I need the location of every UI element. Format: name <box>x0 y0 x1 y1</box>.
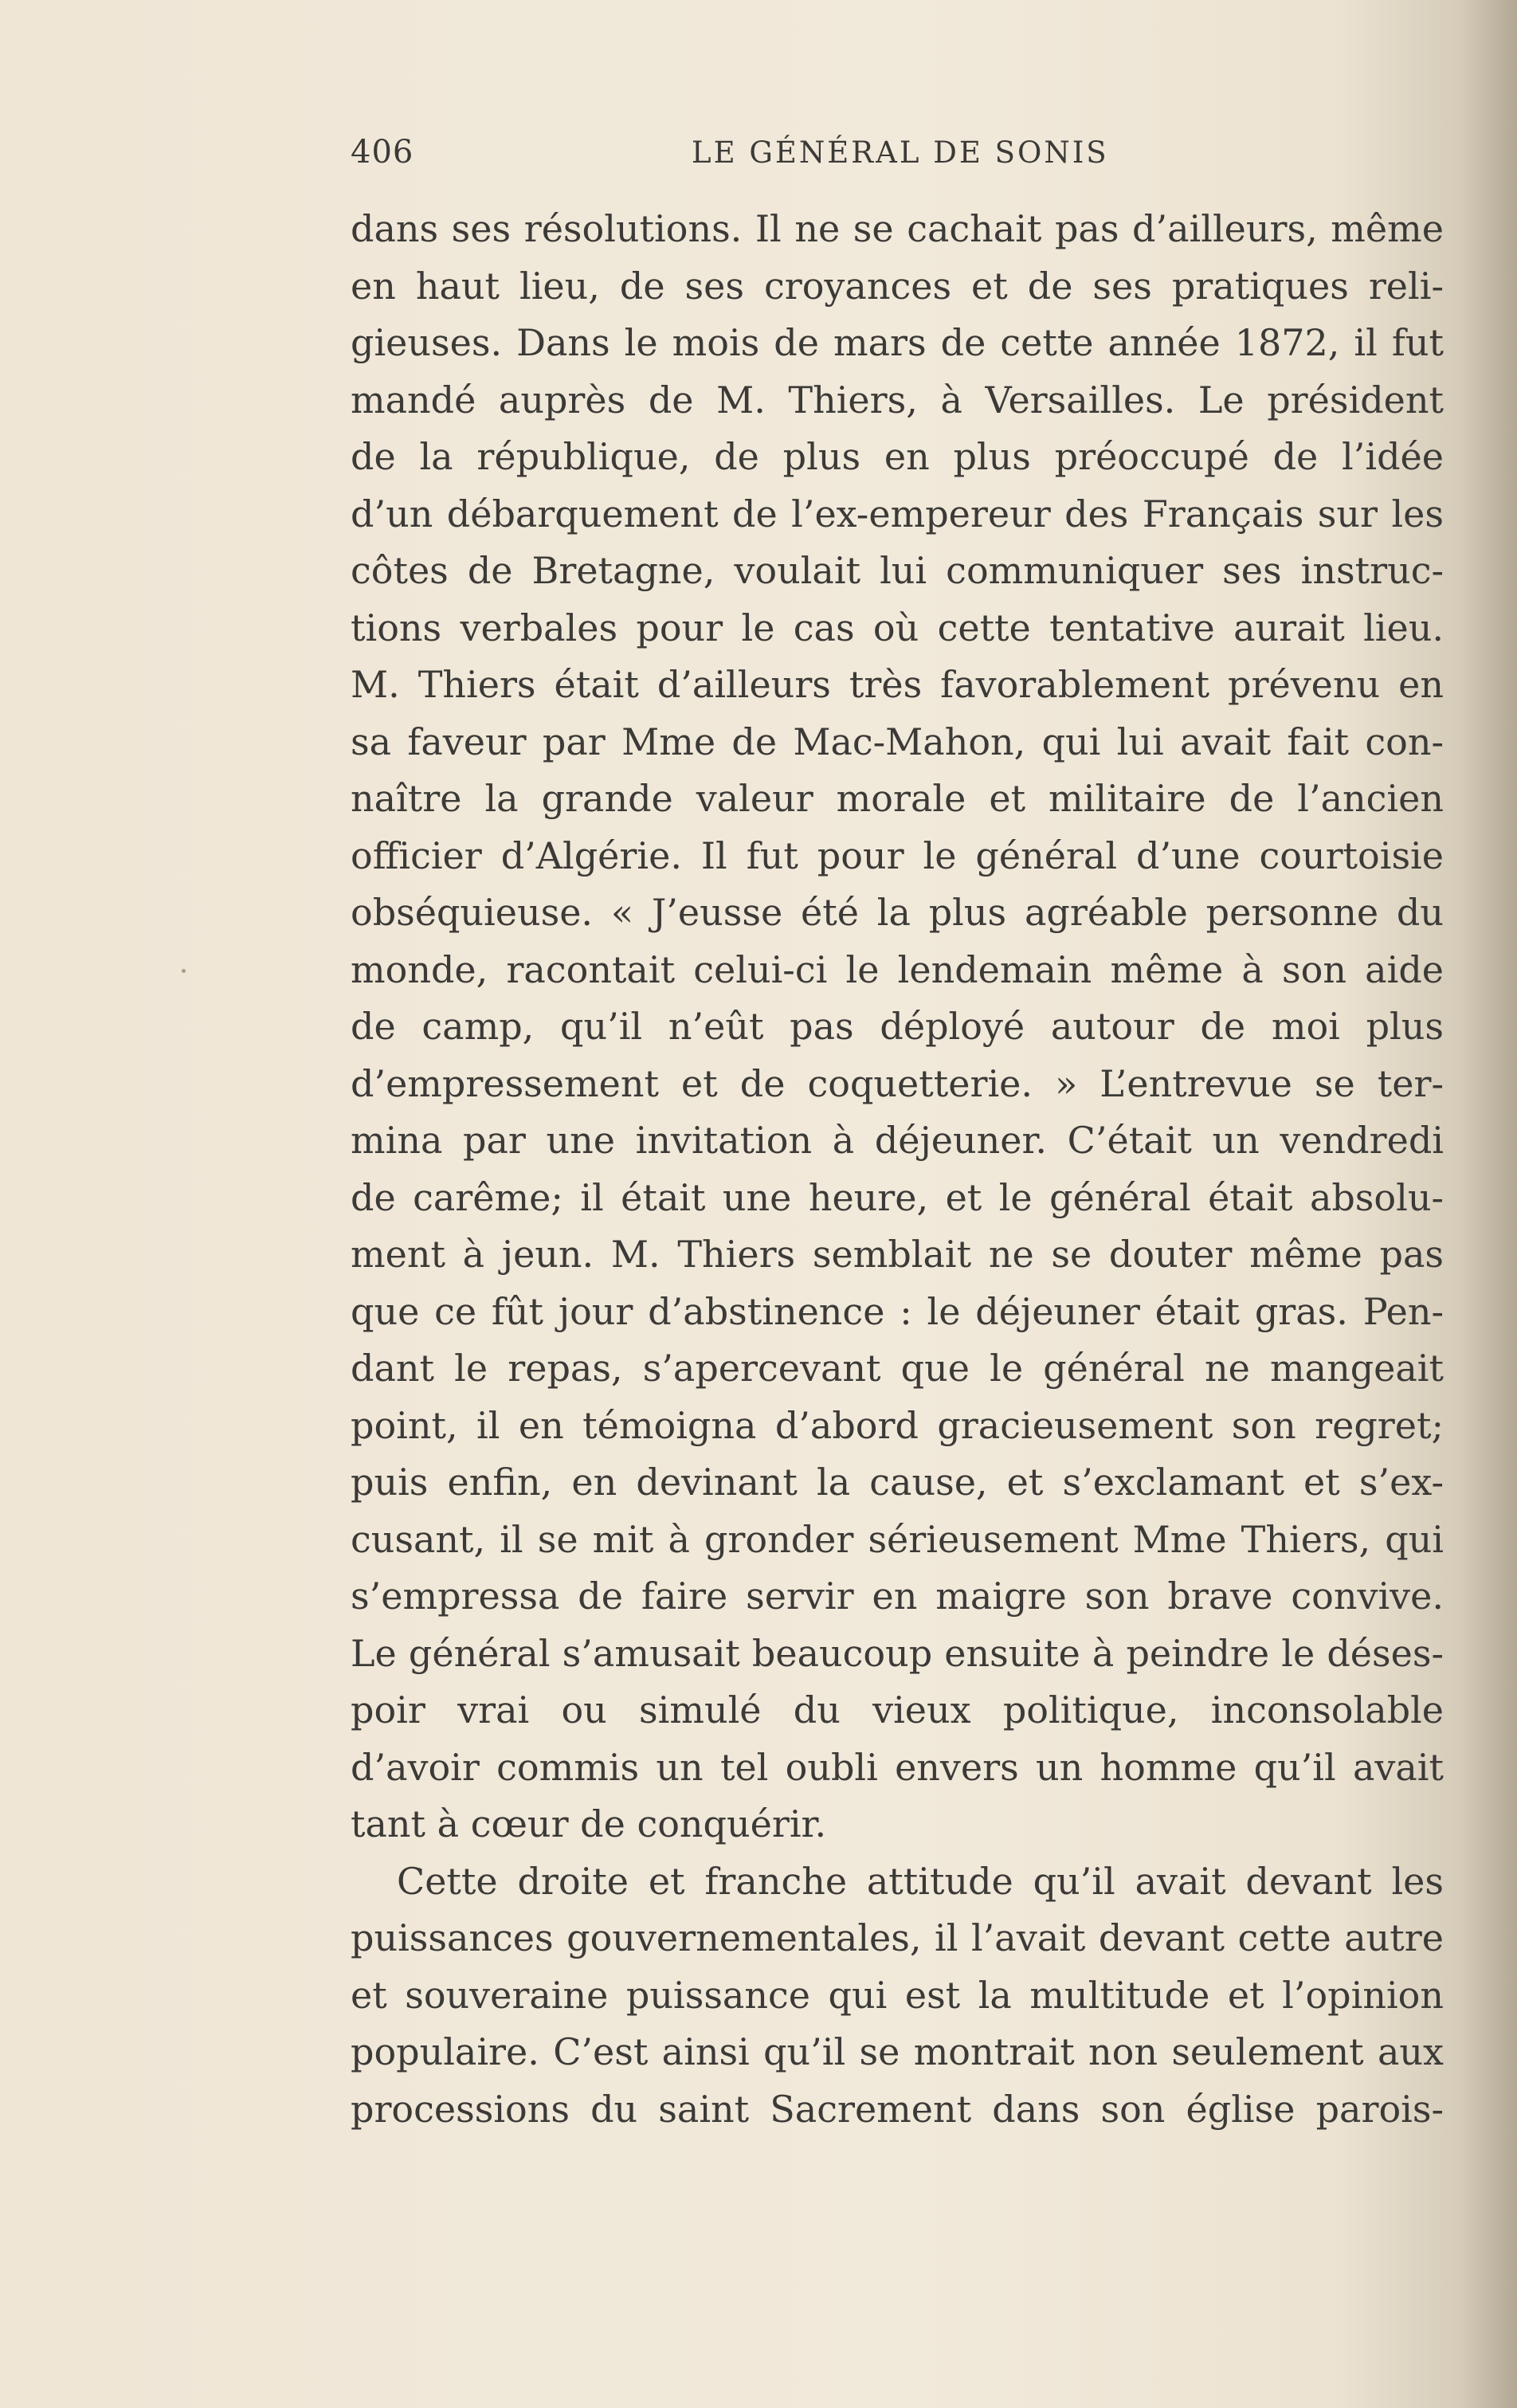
text-line: obséquieuse. « J’eusse été la plus agréable personne du <box>351 891 1444 934</box>
paragraph-last-line: tant à cœur de conquérir. <box>351 1802 827 1845</box>
text-line: que ce fût jour d’abstinence : le déjeuner était gras. Pen- <box>351 1289 1444 1333</box>
text-line: dant le repas, s’apercevant que le général ne mangeait <box>351 1347 1444 1390</box>
text-line: mandé auprès de M. Thiers, à Versailles. Le président <box>351 378 1444 422</box>
text-line: Le général s’amusait beaucoup ensuite à peindre le déses- <box>351 1631 1444 1675</box>
text-line: tions verbales pour le cas où cette tentative aurait lieu. <box>351 606 1444 649</box>
text-line: et souveraine puissance qui est la multitude et l’opinion <box>351 1973 1444 2017</box>
text-line: de la république, de plus en plus préoccupé de l’idée <box>351 435 1444 478</box>
paragraph-first-line: Cette droite et franche attitude qu’il avait devant les <box>397 1859 1444 1903</box>
running-header <box>351 134 1458 178</box>
text-line: officier d’Algérie. Il fut pour le général d’une courtoisie <box>351 833 1444 877</box>
text-line: d’avoir commis un tel oubli envers un homme qu’il avait <box>351 1745 1444 1789</box>
page-number: 406 <box>351 134 414 171</box>
text-line: processions du saint Sacrement dans son église parois- <box>351 2087 1444 2131</box>
text-line: point, il en témoigna d’abord gracieusement son regret; <box>351 1403 1444 1447</box>
text-line: ment à jeun. M. Thiers semblait ne se douter même pas <box>351 1233 1444 1276</box>
text-line: monde, racontait celui-ci le lendemain même à son aide <box>351 947 1444 991</box>
text-line: M. Thiers était d’ailleurs très favorablement prévenu en <box>351 663 1444 706</box>
text-line: s’empressa de faire servir en maigre son brave convive. <box>351 1575 1444 1618</box>
text-line: mina par une invitation à déjeuner. C’était un vendredi <box>351 1119 1444 1162</box>
text-line: cusant, il se mit à gronder sérieusement Mme Thiers, qui <box>351 1517 1444 1561</box>
text-line: gieuses. Dans le mois de mars de cette année 1872, il fut <box>351 321 1444 364</box>
text-line: sa faveur par Mme de Mac-Mahon, qui lui avait fait con- <box>351 720 1444 763</box>
text-line: de camp, qu’il n’eût pas déployé autour de moi plus <box>351 1005 1444 1048</box>
text-line: de carême; il était une heure, et le général était absolu- <box>351 1175 1444 1219</box>
text-line: poir vrai ou simulé du vieux politique, inconsolable <box>351 1688 1444 1731</box>
text-line: dans ses résolutions. Il ne se cachait pas d’ailleurs, même <box>351 207 1444 250</box>
text-line: puis enfin, en devinant la cause, et s’exclamant et s’ex- <box>351 1461 1444 1504</box>
page-edge-shadow <box>1461 0 1517 2408</box>
paper-speck <box>182 969 186 973</box>
text-line: d’empressement et de coquetterie. » L’entrevue se ter- <box>351 1061 1444 1105</box>
text-line: côtes de Bretagne, voulait lui communiquer ses instruc- <box>351 549 1444 592</box>
text-line: puissances gouvernementales, il l’avait devant cette autre <box>351 1916 1444 1959</box>
running-title: LE GÉNÉRAL DE SONIS <box>692 135 1109 170</box>
text-line: d’un débarquement de l’ex-empereur des Français sur les <box>351 492 1444 535</box>
text-line: en haut lieu, de ses croyances et de ses pratiques reli- <box>351 264 1444 308</box>
text-line: naître la grande valeur morale et militaire de l’ancien <box>351 777 1444 820</box>
text-line: populaire. C’est ainsi qu’il se montrait non seulement aux <box>351 2030 1444 2073</box>
body-text <box>351 201 1444 2138</box>
